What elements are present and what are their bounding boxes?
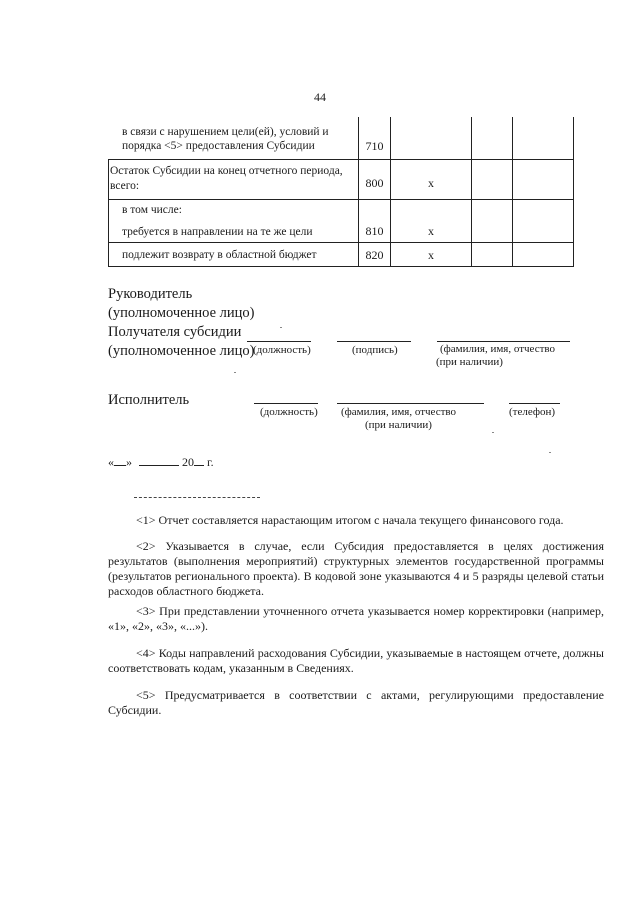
- executor-label: Исполнитель: [108, 392, 190, 408]
- scan-speck: [280, 327, 282, 328]
- row-label-line: требуется в направлении на те же цели: [122, 226, 313, 238]
- table-hline: [108, 199, 574, 200]
- footnote-1: <1> Отчет составляется нарастающим итогом с начала текущего финансового года.: [136, 513, 564, 527]
- table-hline: [108, 159, 574, 160]
- table-row: [122, 203, 356, 239]
- footnote-separator: [134, 497, 260, 498]
- head-signature-label: [108, 285, 255, 361]
- row-mark: x: [428, 224, 434, 238]
- footnote-5: <5> Предусматривается в соответствии с актами, регулирующими предоставление Субсидии.: [108, 688, 604, 717]
- recipient-title: Получателя субсидии: [108, 324, 242, 340]
- date-field: [108, 455, 214, 470]
- row-label-line: Остаток Субсидии на конец отчетного периода,: [110, 165, 343, 177]
- row-label-line: в связи с нарушением цели(ей), условий и: [122, 126, 329, 138]
- table-row: [122, 248, 356, 262]
- full-name-line[interactable]: [437, 341, 570, 342]
- year-blank[interactable]: [194, 455, 204, 466]
- signature-caption: (подпись): [352, 344, 398, 356]
- scan-speck: [549, 452, 551, 453]
- row-code: 710: [365, 139, 384, 153]
- table-hline: [108, 242, 574, 243]
- row-label-line: порядка <5> предоставления Субсидии: [122, 140, 315, 152]
- table-vline: [390, 117, 391, 267]
- executor-name-caption: (фамилия, имя, отчество: [341, 406, 457, 418]
- table-row: [122, 125, 356, 153]
- table-vline: [108, 159, 109, 267]
- table-vline: [471, 117, 472, 267]
- footnote-2: <2> Указывается в случае, если Субсидия предоставляется в целях достижения результатов (выполнения мероприятий) структурных элементов государственной программы (результатов регионального проекта). В кодовой зоне указываются 4 и 5 разряды целевой статьи расходов областного бюджета.: [108, 539, 604, 598]
- recipient-subtitle: (уполномоченное лицо): [108, 343, 255, 359]
- executor-name-caption-note: (при наличии): [365, 419, 432, 431]
- row-mark: x: [428, 176, 434, 190]
- row-label-line: всего:: [110, 180, 140, 192]
- executor-name-line[interactable]: [337, 403, 484, 404]
- executor-position-line[interactable]: [254, 403, 318, 404]
- table-vline: [573, 117, 574, 267]
- full-name-caption: (фамилия, имя, отчество: [440, 343, 556, 355]
- year-suffix: г.: [207, 455, 214, 469]
- scan-speck: [234, 372, 236, 373]
- full-name-caption-note: (при наличии): [436, 356, 503, 368]
- year-prefix: 20: [182, 455, 194, 469]
- row-code: 800: [365, 176, 384, 190]
- position-caption: (должность): [253, 344, 311, 356]
- table-hline: [108, 266, 574, 267]
- scan-speck: [492, 432, 494, 433]
- row-code: 820: [365, 248, 384, 262]
- signature-line[interactable]: [337, 341, 411, 342]
- row-code: 810: [365, 224, 384, 238]
- row-label-line: подлежит возврату в областной бюджет: [122, 249, 317, 261]
- table-row: [110, 164, 356, 193]
- position-signature-line[interactable]: [247, 341, 311, 342]
- executor-position-caption: (должность): [260, 406, 318, 418]
- table-vline: [512, 117, 513, 267]
- footnote-4: <4> Коды направлений расходования Субсидии, указываемые в настоящем отчете, должны соответствовать кодам, указанным в Сведениях.: [108, 646, 604, 675]
- date-quote-open: «: [108, 455, 114, 469]
- head-title: Руководитель: [108, 286, 193, 302]
- day-blank[interactable]: [114, 455, 126, 466]
- month-blank[interactable]: [139, 455, 179, 466]
- head-subtitle: (уполномоченное лицо): [108, 305, 255, 321]
- row-label-line: в том числе:: [122, 204, 182, 216]
- footnote-3: <3> При представлении уточненного отчета указывается номер корректировки (например, «1», «2», «3», «...»).: [108, 604, 604, 633]
- row-mark: x: [428, 248, 434, 262]
- subsidy-balance-table: [108, 117, 574, 267]
- executor-phone-caption: (телефон): [509, 406, 556, 418]
- page-number: 44: [314, 90, 326, 104]
- executor-phone-line[interactable]: [509, 403, 560, 404]
- date-quote-close: »: [126, 455, 132, 469]
